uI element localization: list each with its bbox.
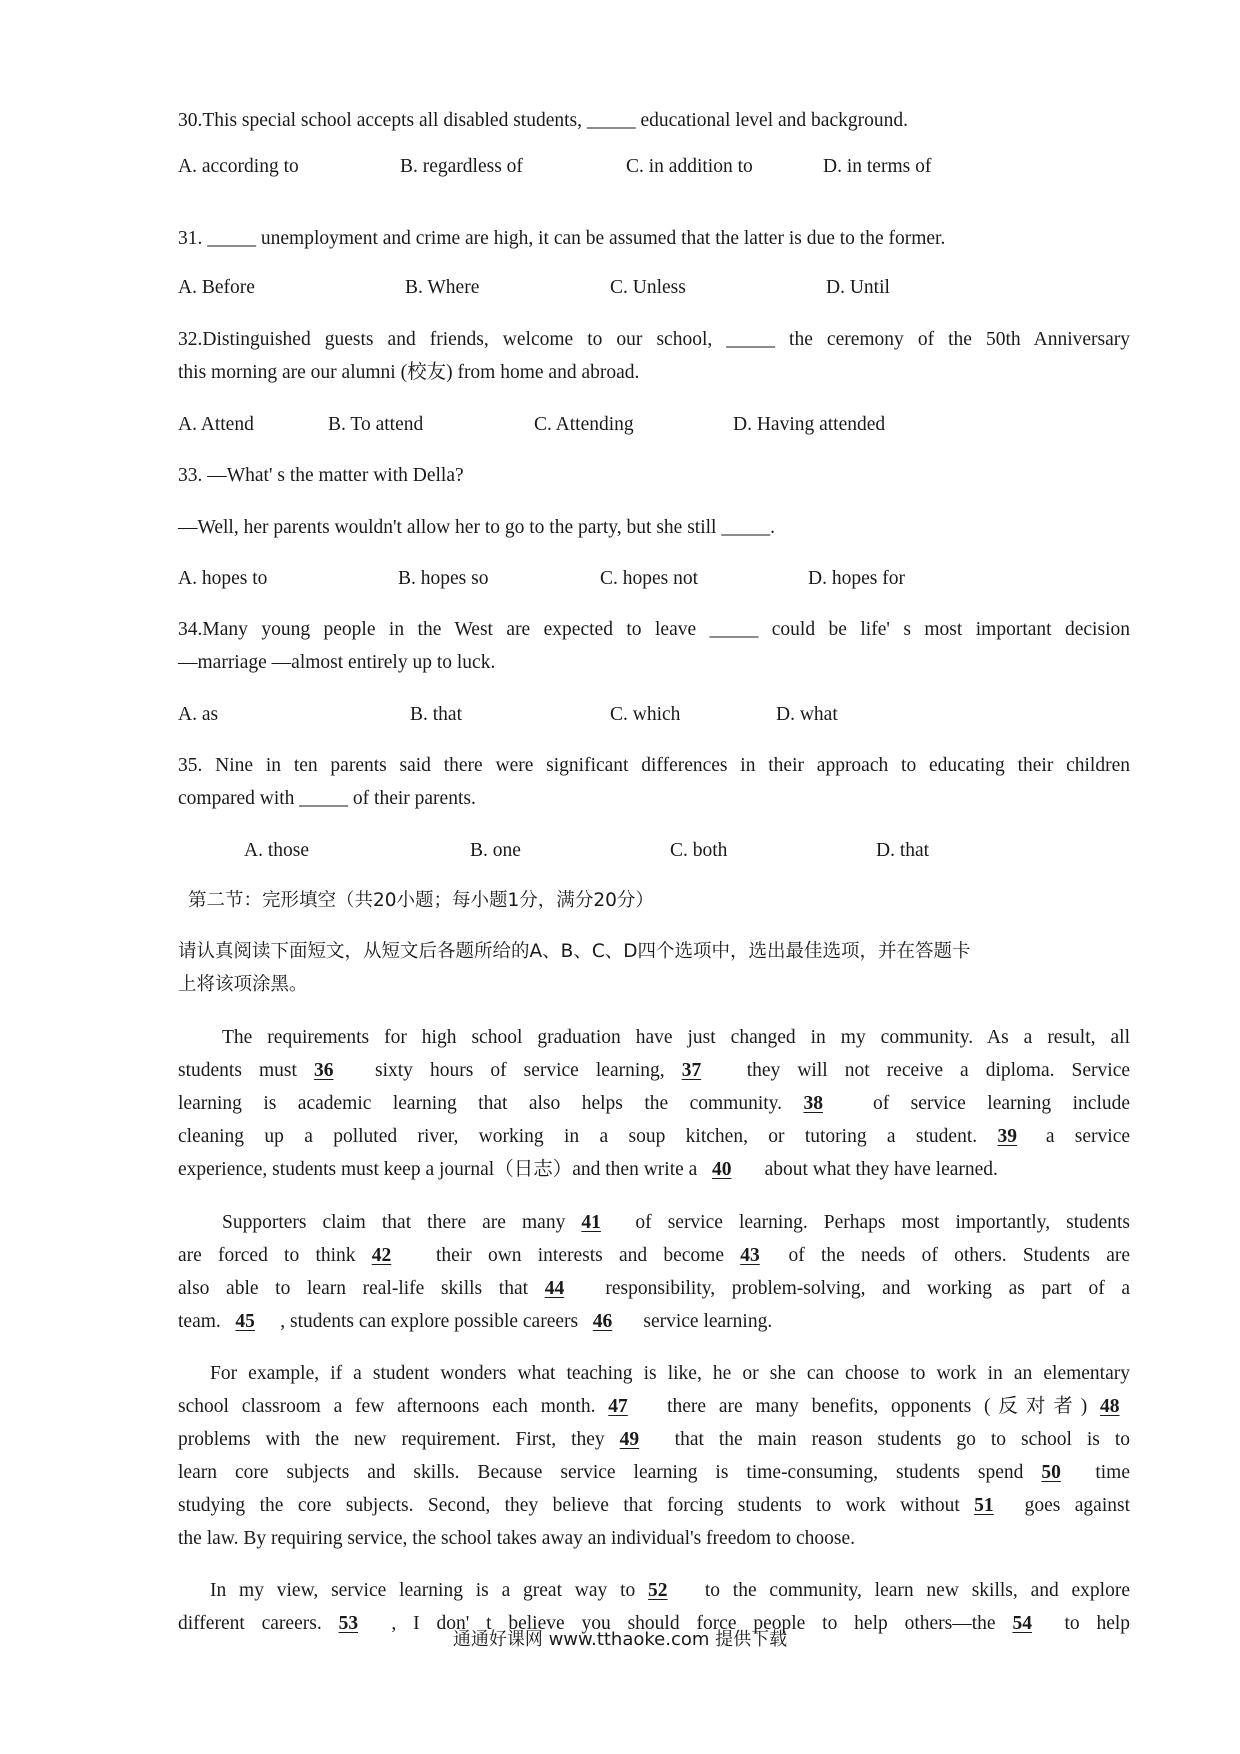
question-31-stem: 31. _____ unemployment and crime are high, it can be assumed that the latter is due to the former. — [178, 228, 946, 249]
passage-p1-line-5: experience, students must keep a journal（日志）and then write a 40 about what they have learned. — [178, 1153, 1130, 1186]
passage-p3-line-4: learn core subjects and skills. Because service learning is time-consuming, students spend 50 time — [178, 1456, 1130, 1489]
passage-p1-line-3: learning is academic learning that also helps the community. 38 of service learning include — [178, 1087, 1130, 1120]
passage-p1-line-1: The requirements for high school graduation have just changed in my community. As a result, all — [222, 1027, 1130, 1048]
q31-option-c: C. Unless — [610, 277, 686, 298]
page-footer: 通通好课网 www.tthaoke.com 提供下载 — [452, 1629, 788, 1650]
passage-p3-line-1: For example, if a student wonders what teaching is like, he or she can choose to work in an elementary — [210, 1363, 1130, 1384]
q30-option-c: C. in addition to — [626, 156, 753, 177]
blank-46: 46 — [592, 1311, 613, 1332]
section-instruction-line-2: 上将该项涂黑。 — [178, 974, 308, 995]
q33-option-c: C. hopes not — [600, 568, 699, 589]
passage-p2-line-4: team. 45 , students can explore possible careers 46 service learning. — [178, 1305, 1130, 1338]
blank-53: 53 — [338, 1613, 359, 1634]
q34-option-c: C. which — [610, 704, 681, 725]
q35-option-c: C. both — [670, 840, 728, 861]
q30-option-a: A. according to — [178, 156, 299, 177]
question-34-stem-line-1: 34.Many young people in the West are expected to leave _____ could be life' s most important decision — [178, 619, 1130, 640]
question-32-stem-line-2: this morning are our alumni (校友) from home and abroad. — [178, 362, 640, 383]
q31-option-a: A. Before — [178, 277, 255, 298]
q35-option-b: B. one — [470, 840, 521, 861]
blank-37: 37 — [681, 1060, 702, 1081]
q31-option-b: B. Where — [405, 277, 480, 298]
passage-p3-line-2: school classroom a few afternoons each month. 47 there are many benefits, opponents (反对者) 48 — [178, 1390, 1130, 1423]
question-33-stem-line-2: —Well, her parents wouldn't allow her to go to the party, but she still _____. — [178, 517, 775, 538]
passage-p4-line-2: different careers. 53 , I don' t believe you should force people to help others—the 54 to help — [178, 1607, 1130, 1640]
q30-option-d: D. in terms of — [823, 156, 932, 177]
q33-option-d: D. hopes for — [808, 568, 905, 589]
question-35-stem-line-2: compared with _____ of their parents. — [178, 788, 476, 809]
passage-p1-line-4: cleaning up a polluted river, working in a soup kitchen, or tutoring a student. 39 a service — [178, 1120, 1130, 1153]
question-32-stem-line-1: 32.Distinguished guests and friends, welcome to our school, _____ the ceremony of the 50th Anniversary — [178, 329, 1130, 350]
blank-44: 44 — [544, 1278, 565, 1299]
section-instruction-line-1: 请认真阅读下面短文，从短文后各题所给的A、B、C、D四个选项中，选出最佳选项，并在答题卡 — [178, 941, 971, 962]
q34-option-b: B. that — [410, 704, 462, 725]
q33-option-a: A. hopes to — [178, 568, 268, 589]
passage-p4-line-1: In my view, service learning is a great way to 52 to the community, learn new skills, and explore — [210, 1574, 1130, 1607]
question-35-stem-line-1: 35. Nine in ten parents said there were significant differences in their approach to educating their children — [178, 755, 1130, 776]
question-34-stem-line-2: —marriage —almost entirely up to luck. — [178, 652, 496, 673]
q35-option-a: A. those — [244, 840, 309, 861]
q33-option-b: B. hopes so — [398, 568, 489, 589]
q34-option-a: A. as — [178, 704, 219, 725]
q34-option-d: D. what — [776, 704, 838, 725]
q32-option-c: C. Attending — [534, 414, 634, 435]
passage-p2-line-1: Supporters claim that there are many 41 of service learning. Perhaps most importantly, students — [222, 1206, 1130, 1239]
passage-p3-line-3: problems with the new requirement. First, they 49 that the main reason students go to school is to — [178, 1423, 1130, 1456]
blank-42: 42 — [371, 1245, 392, 1266]
blank-40: 40 — [711, 1159, 732, 1180]
q32-option-b: B. To attend — [328, 414, 424, 435]
blank-38: 38 — [803, 1093, 823, 1114]
blank-49: 49 — [619, 1429, 640, 1450]
q35-option-d: D. that — [876, 840, 930, 861]
blank-36: 36 — [313, 1060, 334, 1081]
q30-option-b: B. regardless of — [400, 156, 523, 177]
passage-p2-line-3: also able to learn real-life skills that 44 responsibility, problem-solving, and working as part of a — [178, 1272, 1130, 1305]
section-title: 第二节：完形填空（共20小题；每小题1分，满分20分） — [188, 890, 654, 911]
blank-54: 54 — [1012, 1613, 1032, 1634]
blank-43: 43 — [740, 1245, 760, 1266]
question-33-stem-line-1: 33. —What' s the matter with Della? — [178, 465, 464, 486]
q31-option-d: D. Until — [826, 277, 890, 298]
blank-48: 48 — [1100, 1396, 1120, 1417]
question-30-stem: 30.This special school accepts all disabled students, _____ educational level and background. — [178, 110, 908, 131]
blank-41: 41 — [581, 1212, 601, 1233]
blank-47: 47 — [608, 1396, 628, 1417]
blank-51: 51 — [974, 1495, 994, 1516]
passage-p3-line-6: the law. By requiring service, the school takes away an individual's freedom to choose. — [178, 1528, 855, 1549]
q32-option-a: A. Attend — [178, 414, 254, 435]
blank-50: 50 — [1041, 1462, 1061, 1483]
q32-option-d: D. Having attended — [733, 414, 886, 435]
passage-p3-line-5: studying the core subjects. Second, they believe that forcing students to work without 51 goes against — [178, 1489, 1130, 1522]
blank-45: 45 — [235, 1311, 255, 1332]
blank-39: 39 — [997, 1126, 1017, 1147]
passage-p1-line-2: students must 36 sixty hours of service learning, 37 they will not receive a diploma. Service — [178, 1054, 1130, 1087]
blank-52: 52 — [648, 1580, 668, 1601]
passage-p2-line-2: are forced to think 42 their own interests and become 43 of the needs of others. Students are — [178, 1239, 1130, 1272]
